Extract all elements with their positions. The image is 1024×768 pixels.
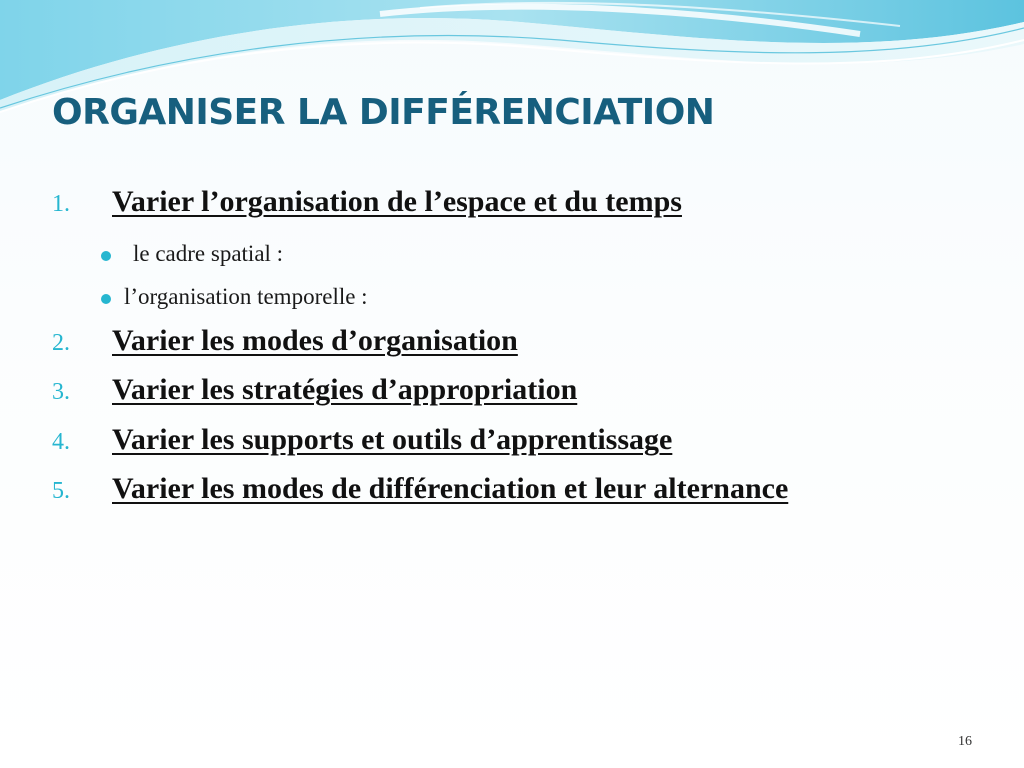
list-item: [52, 472, 788, 506]
item-heading: Varier les supports et outils d’apprentissage: [112, 423, 673, 456]
bullet-icon: [101, 294, 111, 304]
list-item: [52, 185, 682, 219]
item-heading: Varier l’organisation de l’espace et du temps: [112, 185, 682, 218]
list-item: [52, 423, 672, 457]
item-heading: Varier les modes d’organisation: [112, 324, 518, 357]
list-item: [52, 373, 577, 407]
item-heading: Varier les stratégies d’appropriation: [112, 373, 578, 406]
item-number: 5.: [52, 478, 70, 504]
item-heading: Varier les modes de différenciation et leur alternance: [112, 472, 789, 505]
sub-list-item: l’organisation temporelle :: [124, 284, 368, 309]
list-item: [52, 324, 518, 358]
item-number: 1.: [52, 191, 70, 217]
bullet-icon: [101, 251, 111, 261]
page-number: 16: [958, 734, 972, 749]
item-number: 4.: [52, 429, 70, 455]
sub-list-item: le cadre spatial :: [133, 241, 284, 266]
slide-title: ORGANISER LA DIFFÉRENCIATION: [52, 92, 715, 133]
item-number: 2.: [52, 330, 70, 356]
item-number: 3.: [52, 379, 70, 405]
